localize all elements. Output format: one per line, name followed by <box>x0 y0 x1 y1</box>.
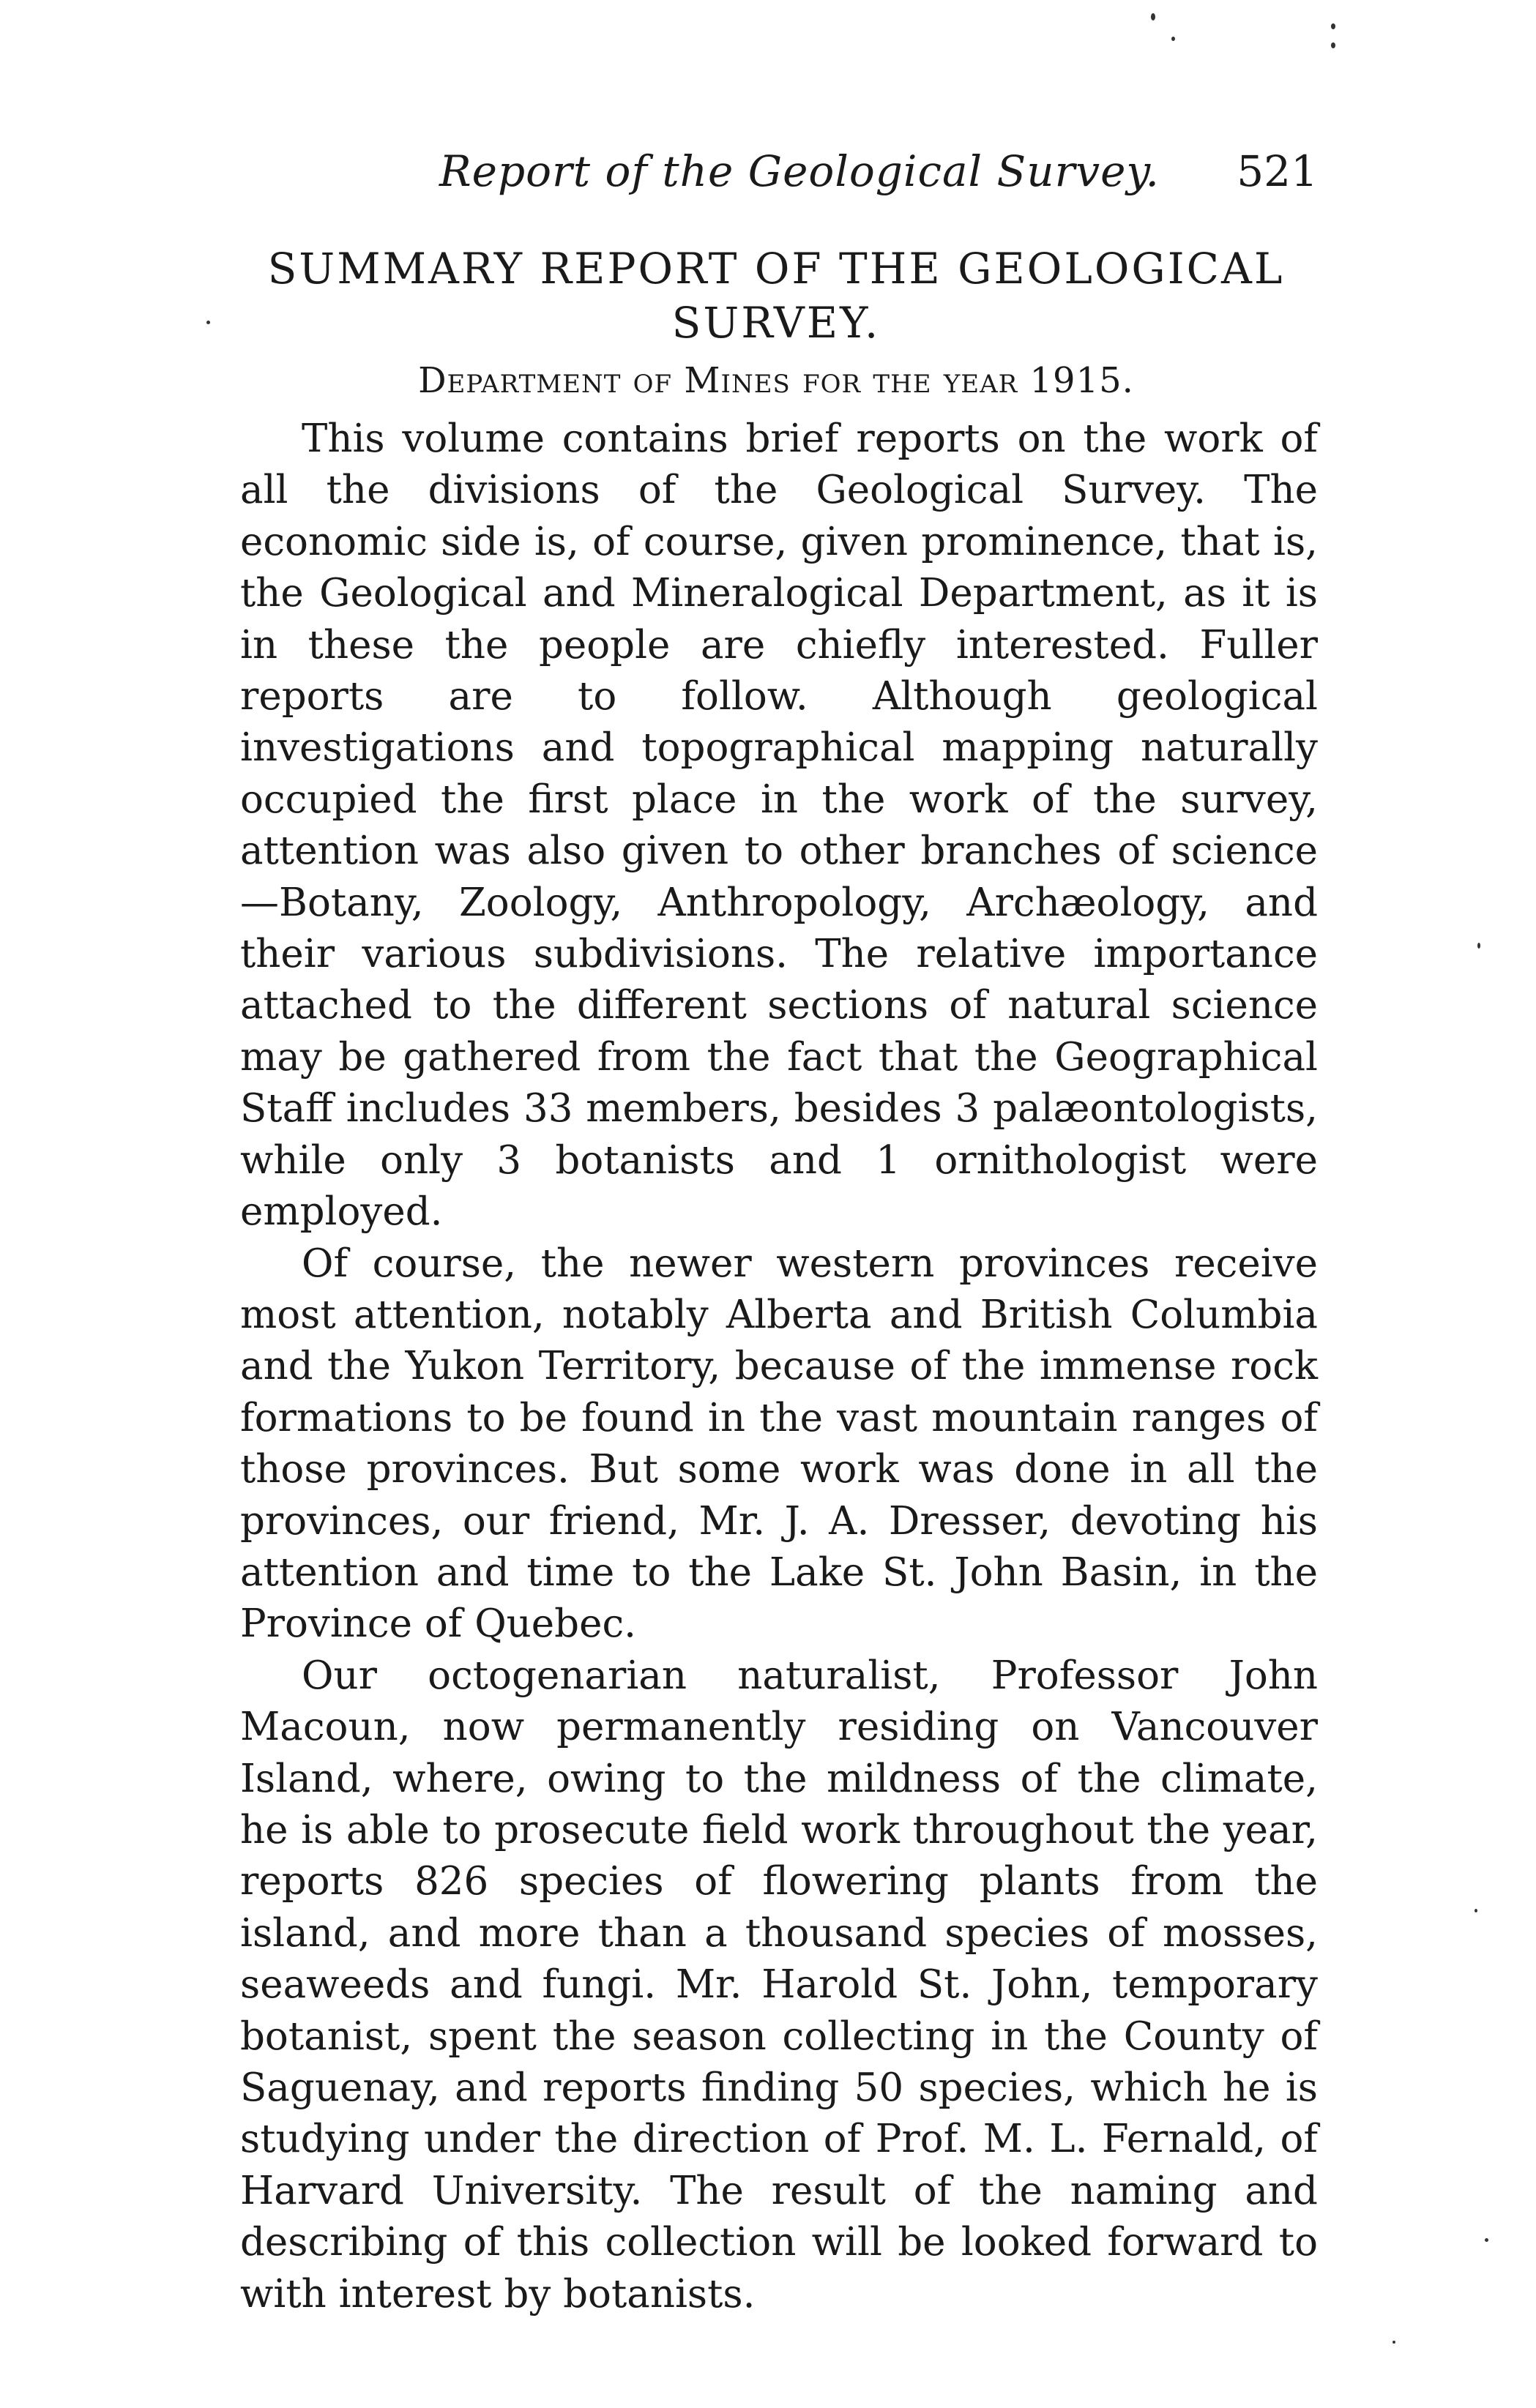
scan-speck <box>1485 2238 1488 2242</box>
scan-speck <box>1151 13 1155 20</box>
scan-speck <box>206 321 210 324</box>
body-text <box>240 414 1318 2320</box>
scan-speck <box>1331 42 1335 48</box>
scan-speck <box>1171 37 1175 41</box>
page-number: 521 <box>1237 146 1318 196</box>
paragraph-1: This volume contains brief reports on the work of all the divisions of the Geological Survey. The economic side is, of course, given prominence, that is, the Geological and Mineralogical Department, as it is in these the people are chiefly interested. Fuller reports are to follow. Although geological investigations and topographical mapping naturally occupied the first place in the work of the survey, attention was also given to other branches of science—Botany, Zoology, Anthropology, Archæology, and their various subdivisions. The relative importance attached to the different sections of natural science may be gathered from the fact that the Geographical Staff includes 33 members, besides 3 palæontologists, while only 3 botanists and 1 ornithologist were employed. <box>240 416 1318 1235</box>
scan-speck <box>1477 943 1480 949</box>
running-head <box>242 146 1318 205</box>
report-heading: SUMMARY REPORT OF THE GEOLOGICAL SURVEY. <box>267 244 1285 348</box>
report-subheading: Department of Mines for the year 1915. <box>418 360 1134 401</box>
scan-speck <box>1331 23 1335 29</box>
paragraph-2: Of course, the newer western provinces receive most attention, notably Alberta and British Columbia and the Yukon Territory, because of the immense rock formations to be found in the vast mountain ranges of those provinces. But some work was done in all the provinces, our friend, Mr. J. A. Dresser, devoting his attention and time to the Lake St. John Basin, in the Province of Quebec. <box>240 1241 1318 1647</box>
scan-speck <box>1393 2341 1395 2344</box>
scan-speck <box>1475 1909 1477 1912</box>
running-title: Report of the Geological Survey. <box>439 146 1160 196</box>
paragraph-3: Our octogenarian naturalist, Professor John Macoun, now permanently residing on Vancouver Island, where, owing to the mildness of the climate, he is able to prosecute field work throughout the year, reports 826 species of flowering plants from the island, and more than a thousand species of mosses, seaweeds and fungi. Mr. Harold St. John, temporary botanist, spent the season collecting in the County of Saguenay, and reports finding 50 species, which he is studying under the direction of Prof. M. L. Fernald, of Harvard University. The result of the naming and describing of this collection will be looked forward to with interest by botanists. <box>240 1653 1318 2317</box>
